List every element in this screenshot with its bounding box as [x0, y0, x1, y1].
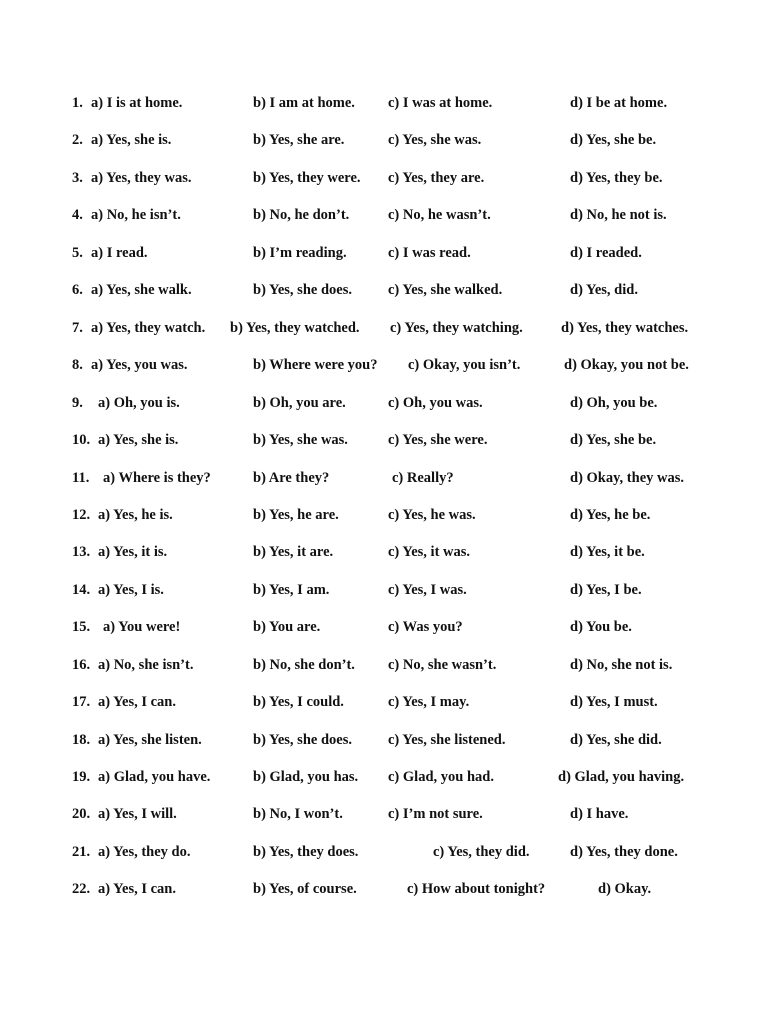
- option-a: a) Yes, they do.: [98, 844, 191, 860]
- question-row-5: [0, 241, 768, 265]
- option-d: d) Yes, she be.: [570, 132, 657, 148]
- option-b: b) No, I won’t.: [253, 806, 343, 822]
- option-a: a) Yes, she walk.: [91, 282, 192, 298]
- question-row-7: [0, 316, 768, 340]
- option-c: c) Yes, I was.: [388, 582, 467, 598]
- question-number: 4.: [72, 207, 83, 223]
- option-b: b) Where were you?: [253, 357, 378, 373]
- option-b: b) Yes, he are.: [253, 507, 339, 523]
- option-b: b) Yes, of course.: [253, 881, 357, 897]
- question-number: 1.: [72, 95, 83, 111]
- option-d: d) Okay, they was.: [570, 470, 685, 486]
- option-d: d) Yes, she did.: [570, 732, 662, 748]
- option-c: c) Glad, you had.: [388, 769, 494, 785]
- option-c: c) Yes, she listened.: [388, 732, 506, 748]
- option-b: b) I am at home.: [253, 95, 355, 111]
- option-c: c) Yes, they are.: [388, 170, 485, 186]
- option-a: a) Yes, I will.: [98, 806, 177, 822]
- question-number: 19.: [72, 769, 91, 785]
- option-d: d) I have.: [570, 806, 629, 822]
- option-b: b) Glad, you has.: [253, 769, 359, 785]
- question-row-16: [0, 653, 768, 677]
- option-c: c) Oh, you was.: [388, 395, 483, 411]
- option-c: c) Yes, they watching.: [390, 320, 523, 336]
- question-row-14: [0, 578, 768, 602]
- option-c: c) Yes, I may.: [388, 694, 470, 710]
- question-row-21: [0, 840, 768, 864]
- option-c: c) I was at home.: [388, 95, 493, 111]
- option-b: b) Yes, it are.: [253, 544, 334, 560]
- option-b: b) Yes, I could.: [253, 694, 344, 710]
- option-c: c) No, he wasn’t.: [388, 207, 491, 223]
- option-c: c) No, she wasn’t.: [388, 657, 497, 673]
- option-b: b) You are.: [253, 619, 321, 635]
- question-number: 8.: [72, 357, 83, 373]
- question-row-2: [0, 128, 768, 152]
- option-d: d) Glad, you having.: [558, 769, 685, 785]
- question-number: 13.: [72, 544, 91, 560]
- option-d: d) Okay, you not be.: [564, 357, 689, 373]
- question-number: 3.: [72, 170, 83, 186]
- question-row-8: [0, 353, 768, 377]
- option-d: d) You be.: [570, 619, 632, 635]
- option-a: a) You were!: [103, 619, 181, 635]
- option-a: a) Glad, you have.: [98, 769, 211, 785]
- question-number: 20.: [72, 806, 91, 822]
- option-d: d) Yes, they done.: [570, 844, 678, 860]
- option-a: a) I is at home.: [91, 95, 183, 111]
- question-number: 22.: [72, 881, 91, 897]
- question-number: 16.: [72, 657, 91, 673]
- option-b: b) Yes, she was.: [253, 432, 348, 448]
- option-b: b) Yes, she does.: [253, 732, 352, 748]
- option-d: d) Yes, she be.: [570, 432, 657, 448]
- question-row-1: [0, 91, 768, 115]
- question-row-4: [0, 203, 768, 227]
- option-c: c) Yes, she was.: [388, 132, 482, 148]
- question-row-9: [0, 391, 768, 415]
- option-c: c) How about tonight?: [407, 881, 546, 897]
- option-a: a) Oh, you is.: [98, 395, 180, 411]
- option-c: c) Was you?: [388, 619, 463, 635]
- question-number: 21.: [72, 844, 91, 860]
- option-a: a) Yes, she is.: [91, 132, 172, 148]
- question-number: 6.: [72, 282, 83, 298]
- question-number: 5.: [72, 245, 83, 261]
- option-d: d) No, she not is.: [570, 657, 673, 673]
- option-d: d) Yes, I be.: [570, 582, 642, 598]
- question-number: 14.: [72, 582, 91, 598]
- option-b: b) Yes, she are.: [253, 132, 345, 148]
- question-row-11: [0, 466, 768, 490]
- option-b: b) Yes, they were.: [253, 170, 361, 186]
- option-a: a) No, she isn’t.: [98, 657, 194, 673]
- option-d: d) Okay.: [598, 881, 652, 897]
- option-c: c) I’m not sure.: [388, 806, 483, 822]
- option-b: b) I’m reading.: [253, 245, 347, 261]
- question-row-22: [0, 877, 768, 901]
- question-number: 10.: [72, 432, 91, 448]
- option-c: c) Okay, you isn’t.: [408, 357, 521, 373]
- question-row-18: [0, 728, 768, 752]
- option-b: b) No, he don’t.: [253, 207, 350, 223]
- question-number: 17.: [72, 694, 91, 710]
- question-number: 11.: [72, 470, 90, 486]
- option-d: d) Oh, you be.: [570, 395, 658, 411]
- question-row-19: [0, 765, 768, 789]
- option-c: c) Yes, they did.: [433, 844, 530, 860]
- option-a: a) Yes, he is.: [98, 507, 173, 523]
- option-a: a) Yes, she listen.: [98, 732, 202, 748]
- question-row-3: [0, 166, 768, 190]
- question-row-15: [0, 615, 768, 639]
- option-a: a) Yes, you was.: [91, 357, 188, 373]
- option-c: c) Yes, she walked.: [388, 282, 503, 298]
- option-a: a) Yes, she is.: [98, 432, 179, 448]
- question-number: 7.: [72, 320, 83, 336]
- option-c: c) Yes, she were.: [388, 432, 488, 448]
- question-row-12: [0, 503, 768, 527]
- option-a: a) Yes, I is.: [98, 582, 164, 598]
- option-b: b) Yes, I am.: [253, 582, 330, 598]
- option-c: c) Yes, he was.: [388, 507, 476, 523]
- option-a: a) Yes, they was.: [91, 170, 192, 186]
- option-d: d) Yes, they be.: [570, 170, 663, 186]
- option-a: a) No, he isn’t.: [91, 207, 181, 223]
- option-a: a) Where is they?: [103, 470, 211, 486]
- option-c: c) I was read.: [388, 245, 471, 261]
- question-number: 2.: [72, 132, 83, 148]
- option-d: d) Yes, they watches.: [561, 320, 689, 336]
- option-d: d) I readed.: [570, 245, 642, 261]
- option-d: d) Yes, did.: [570, 282, 638, 298]
- question-number: 9.: [72, 395, 83, 411]
- option-c: c) Yes, it was.: [388, 544, 471, 560]
- question-row-13: [0, 540, 768, 564]
- question-row-20: [0, 802, 768, 826]
- option-a: a) Yes, it is.: [98, 544, 168, 560]
- question-row-6: [0, 278, 768, 302]
- option-a: a) I read.: [91, 245, 148, 261]
- option-c: c) Really?: [392, 470, 454, 486]
- option-d: d) Yes, it be.: [570, 544, 645, 560]
- option-a: a) Yes, I can.: [98, 881, 177, 897]
- question-row-10: [0, 428, 768, 452]
- question-number: 12.: [72, 507, 91, 523]
- option-b: b) Are they?: [253, 470, 330, 486]
- option-d: d) No, he not is.: [570, 207, 667, 223]
- option-a: a) Yes, they watch.: [91, 320, 206, 336]
- question-row-17: [0, 690, 768, 714]
- option-b: b) Yes, they watched.: [230, 320, 360, 336]
- option-b: b) Oh, you are.: [253, 395, 346, 411]
- option-d: d) I be at home.: [570, 95, 668, 111]
- question-number: 18.: [72, 732, 91, 748]
- option-d: d) Yes, he be.: [570, 507, 651, 523]
- option-a: a) Yes, I can.: [98, 694, 177, 710]
- question-number: 15.: [72, 619, 91, 635]
- option-b: b) Yes, they does.: [253, 844, 359, 860]
- option-b: b) Yes, she does.: [253, 282, 352, 298]
- option-b: b) No, she don’t.: [253, 657, 355, 673]
- option-d: d) Yes, I must.: [570, 694, 658, 710]
